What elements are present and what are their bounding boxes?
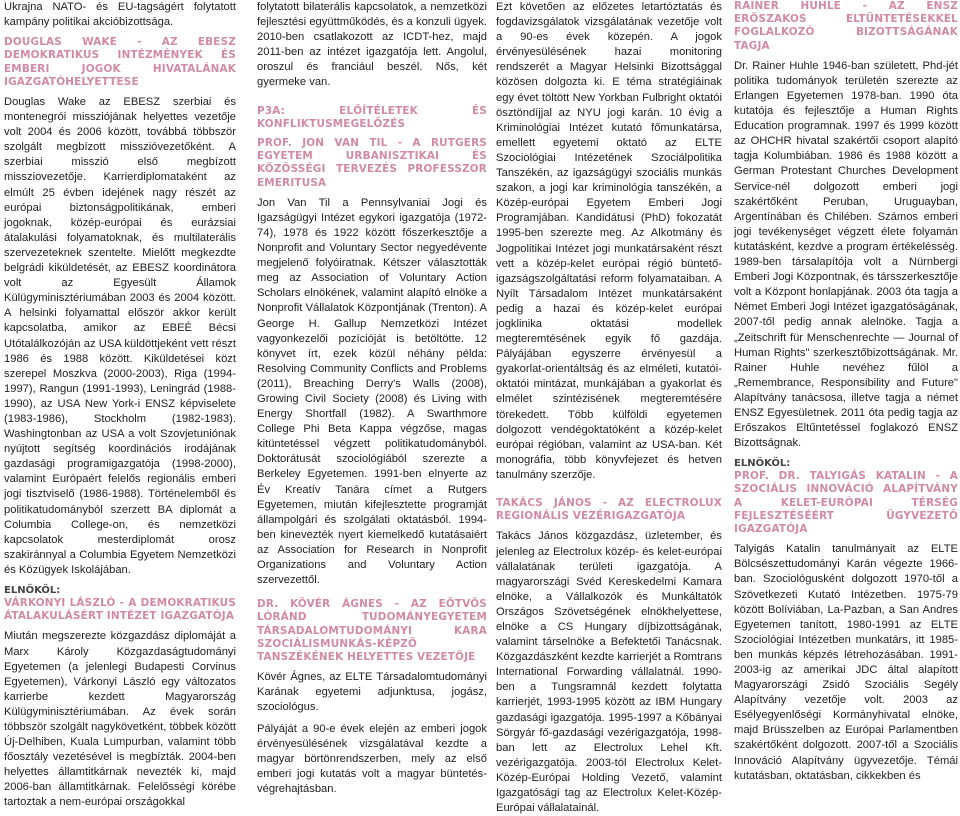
section-heading: DOUGLAS WAKE - AZ EBESZ DEMOKRATIKUS INTÉZMÉNYEK ÉS EMBERI JOGOK HIVATALÁNAK IGAZGATÓHELYETTESE <box>4 36 236 88</box>
section-heading: RAINER HUHLE - AZ ENSZ ERŐSZAKOS ELTŰNTETÉSEKKEL FOGLALKOZÓ BIZOTTSÁGÁNAK TAGJA <box>734 0 958 52</box>
paragraph: Pályáját a 90-e évek elején az emberi jogok érvényesülésének vizsgálatával kezdte a magyar börtönrendszerben, mely az első emberi jogi kutatás volt a magyar büntetés-végrehajtásban. <box>257 722 487 795</box>
paragraph: Kövér Ágnes, az ELTE Társadalomtudományi Karának egyetemi adjunktusa, jogász, szociológus. <box>257 671 487 714</box>
paragraph: Talyigás Katalin tanulmányait az ELTE Bölcsészettudományi Karán végezte 1966-ban. Szociológusként dolgozott 1970-től a Szövetkezeti Kutató Intézetben. 1975-79 között Bolíviában, La-Pazban, a San Andres Egyetemen tanított, 1980-1991 az ELTE Szociológiai Intézetben munkatárs, itt 1985-ben munkás képzés létrehozásában. 1991-2003-ig az amerikai JDC által alapított Magyarországi Zsidó Szociális Segély Alapítvány vezetője volt. 2003 az Esélyegyenlőségi Kormányhivatal elnöke, majd Brüsszelben az Európai Parlamentben szakértőként dolgozott. 2007-től a Szociális Innováció Alapítvány ügyvezetője. Témái kutatásban, oktatásban, cikkekben és <box>734 543 958 782</box>
paragraph: Douglas Wake az EBESZ szerbiai és montenegrói missziójának helyettes vezetője volt 2004 és 2006 között, továbbá többször szolgált megbízott misszióvezetőként. A szerbiai misszió első megbízott missziovezetője. Karrierdiplomataként az elmúlt 25 évben idejének nagy részét az európai biztonságpolitikának, emberi jogoknak, közép-európai és eurázsiai átalakulási folyamatoknak, és multilaterális szervezeteknek szentelte. Mielőtt megkezdte belgrádi kiküldetését, az EBESZ koordinátora volt az Egyesült Államok Külügyminisztériumában 2003 és 2004 között. A helsinki folyamattal először akkor került kapcsolatba, amikor az EBEÉ Bécsi Utótalálkozóján az USA küldöttjeként vett részt 1986 és 1988 között. Kiküldetései közt szerepel Moszkva (2000-2003), Riga (1994-1997), Rangun (1991-1993), Leningrád (1988-1990), az USA New York-i ENSZ képviselete (1983-1986), Stockholm (1982-1983). Washingtonban az USA a volt Szovjetuniónak nyújtott segítség koordinációs irodájának gazdasági programigazgatója (1998-2000), valamint Európaért felelős regionális emberi jogi tisztviselő (1986-1988). Történelemből és politikatudományból szerzett BA diplomát a Columbia College-on, és nemzetközi kapcsolatok mesterdiplomát orosz szakiránnyal a Columbia Egyetem Nemzetközi és Közügyek Iskolájában. <box>4 96 236 576</box>
section-heading: DR. KÖVÉR ÁGNES - AZ EÖTVÖS LÓRÁND TUDOMÁNYEGYETEM TÁRSADALOMTUDOMÁNYI KARA SZOCIÁLISMUNKÁS-KÉPZŐ TANSZÉKÉNEK HELYETTES VEZETŐJE <box>257 598 487 664</box>
paragraph: Ukrajna NATO- és EU-tagságért folytatott kampány politikai akcióbizottsága. <box>4 1 236 29</box>
chair-label: ELNÖKÖL: <box>734 458 791 470</box>
column-2 <box>257 0 487 795</box>
paragraph: Ezt követően az előzetes letartóztatás és fogdavizsgálatok vizsgálatának vezetője volt a 90-es évek közepén. A jogok érvényesülésének hazai monitoring rendszerét a Magyar Helsinki Bizottsággal közösen dolgozta ki. E téma stratégiáinak egy évet töltött New Yorkban Fulbright oktatói ösztöndíjjal az NYU jogi karán. 10 évig a Kriminológiai Intézet kutató főmunkatársa, emellett egyetemi oktató az ELTE Szociológiai Intézetének Szociálpolitika Tanszékén, az igazságügyi szociális munkás szakon, a jogi kar kriminológia tanszékén, a Közép-európai Egyetem Emberi Jogi Programjában. Kandidátusi (PhD) fokozatát 1995-ben szerezte meg. Az Alkotmány és Jogpolitikai Intézet jogi munkatársaként részt vett a közép-kelet európai régió büntető-igazságszolgáltatási reform folyamataiban. A Nyílt Társadalom Intézet munkatársaként pedig a hazai és közép-kelet európai jogklinika oktatási modellek megteremtésének egyik fő gazdája. Pályájában egyszerre érvényesül a gyakorlat-orientáltság és az elméleti, kutatói-oktatói mintázat, munkájában a gyakorlat és elmélet szintézisének megteremtésére törekedett. Több külföldi egyetemen dolgozott vendégoktatóként a közép-kelet európai régióban, valamint az USA-ban. Két monográfia, több könyvfejezet és hetven tanulmány szerzője. <box>496 1 722 481</box>
chair-label: ELNÖKÖL: <box>4 585 61 596</box>
paragraph: Dr. Rainer Huhle 1946-ban született, Phd-jét politika tudományok területén szerezte az Erlangen Egyetemen 1978-ban. 1990 óta kutatója és fejlesztője a Human Rights Education programnak. 1997 és 1999 között az OHCHR hivatal szakértői csoport alapító tagja Kolumbiában. 1986 és 1988 között a German Protestant Churches Development Service-nél dolgozott emberi jogi szakértőként Peruban, Uruguayban, Argentínában és Chilében. Számos emberi jogi tevékenységet végzett élete folyamán kutatásként, kezdve a program értékelésség. 1989-ben társalapítója volt a Nürnbergi Emberi Jogi Központnak, és társszerkesztője volt a Központ honlapjának. 2003 óta tagja a Német Emberi Jogi Intézet igazgatóságának, 2007-től pedig annak alelnöke. Tagja a „Zeitschrift für Menschenrechte — Journal of Human Rights" szerkesztőbizottságának. Mr. Rainer Huhle nevéhez fűlöl a „Remembrance, Responsibility and Future" Alapítvány tanácsosa, illetve tagja a német ENSZ Egyesületnek. 2011 óta pedig tagja az Erőszakos Eltűntetéssel foglakozó ENSZ Bizottságnak. <box>734 59 958 450</box>
column-3 <box>496 0 722 815</box>
paragraph: folytatott bilaterális kapcsolatok, a nemzetközi fejlesztési együttműködés, és a konzuli ügyek. 2010-ben csatlakozott az ICDT-hez, majd 2011-ben az intézet igazgatója lett. Angolul, oroszul és franciául beszél. Nős, két gyermeke van. <box>257 1 487 89</box>
column-1 <box>4 0 236 809</box>
section-heading: PROF. JON VAN TIL - A RUTGERS EGYETEM URBANISZTIKAI ÉS KÖZÖSSÉGI TERVEZÉS PROFESSZOR EMERITUSA <box>257 136 487 189</box>
section-heading: TAKÁCS JÁNOS - AZ ELECTROLUX REGIONÁLIS VEZÉRIGAZGATÓJA <box>496 497 722 523</box>
column-4 <box>734 0 958 782</box>
section-heading: VÁRKONYI LÁSZLÓ - A DEMOKRATIKUS ÁTALAKULÁSÉRT INTÉZET IGAZGATÓJA <box>4 597 236 623</box>
paragraph: Takács János közgazdász, üzletember, és jelenleg az Electrolux közép- és kelet-európai vállalatának területi igazgatója. A magyarországi Svéd Kereskedelmi Kamara elnöke, a Vállalkozók és Munkáltatók Országos Szövetségének elnökhelyettese, elnöke a CS Hungary díjbizottságának, valamint társelnöke a Befektetői Tanácsnak. Közgazdászként kezdte karrierjét a Romtrans International Forwarding vállalatnál. 1990-ben a Tungsramnál kezdett folytatta karrierjét, 1993-1995 között az IBM Hungary gazdasági igazgatója. 1995-1997 a Kőbányai Sörgyár fő-gazdasági vezérigazgatója, 1998-ban lett az Electrolux Lehel Kft. vezérigazgatója. 2003-tól Electrolux Kelet-Közép-Európai Holding Vezető, valamint Igazgatósági tag az Electrolux Kelet-Közép-Európai vállalatainál. <box>496 530 722 815</box>
section-heading: P3A: ELŐÍTÉLETEK ÉS KONFLIKTUSMEGELŐZÉS <box>257 104 487 130</box>
section-heading: PROF. DR. TALYIGÁS KATALIN - A SZOCIÁLIS INNOVÁCIÓ ALAPÍTVÁNY A KELET-EURÓPAI TÉRSÉG FEJLESZTÉSÉÉRT ÜGYVEZETŐ IGAZGATÓJA <box>734 470 958 536</box>
paragraph: Miután megszerezte közgazdász diplomáját a Marx Károly Közgazdaságtudományi Egyetemen (a jelenlegi Budapesti Corvinus Egyetemen), Várkonyi László egy változatos karrierbe kezdett Magyarország Külügyminisztériumában. Az évek során többször szolgált nagykövetként, többek között Új-Delhiben, Kuala Lumpurban, valamint több főosztály vezetésével is megbízták. 2004-ben helyettes államtitkárnak nevezték ki, majd 2006-ban államtitkárnak. Felelősségi körébe tartoztak a nem-európai országokkal <box>4 630 236 809</box>
paragraph: Jon Van Til a Pennsylvaniai Jogi és Igazságügyi Intézet egykori igazgatója (1972-74), 1978 és 1922 között főszerkesztője a Nonprofit and Voluntary Sector negyedévente megjelenő folyóiratnak. Kétszer választották meg az Association of Voluntary Action Scholars elnökének, valamint alapító elnöke a Nonprofit Vállalatok Központjának (Trenton). A George H. Gallup Nemzetközi Intézet vagyonkezelői pozícióját is betöltötte. 12 könyvet írt, ezek közül néhány példa: Resolving Community Conflicts and Problems (2011), Breaching Derry's Walls (2008), Growing Civil Society (2008) és Living with Energy Shortfall (1982). A Swarthmore College Phi Beta Kappa végzőse, magas kitüntetéssel végzett politikatudományból. Doktorátusát szociológiából szerezte a Berkeley Egyetemen. 1991-ben elnyerte az Év Kreatív Tanára címet a Rutgers Egyetemen, miután kifejlesztette programját állampolgári és szolgálati oktatásból. 1994-ben kinevezték nyert kiemelkedő kutatásaiért az Association for Research in Nonprofit Organizations and Voluntary Action szervezettől. <box>257 196 487 587</box>
